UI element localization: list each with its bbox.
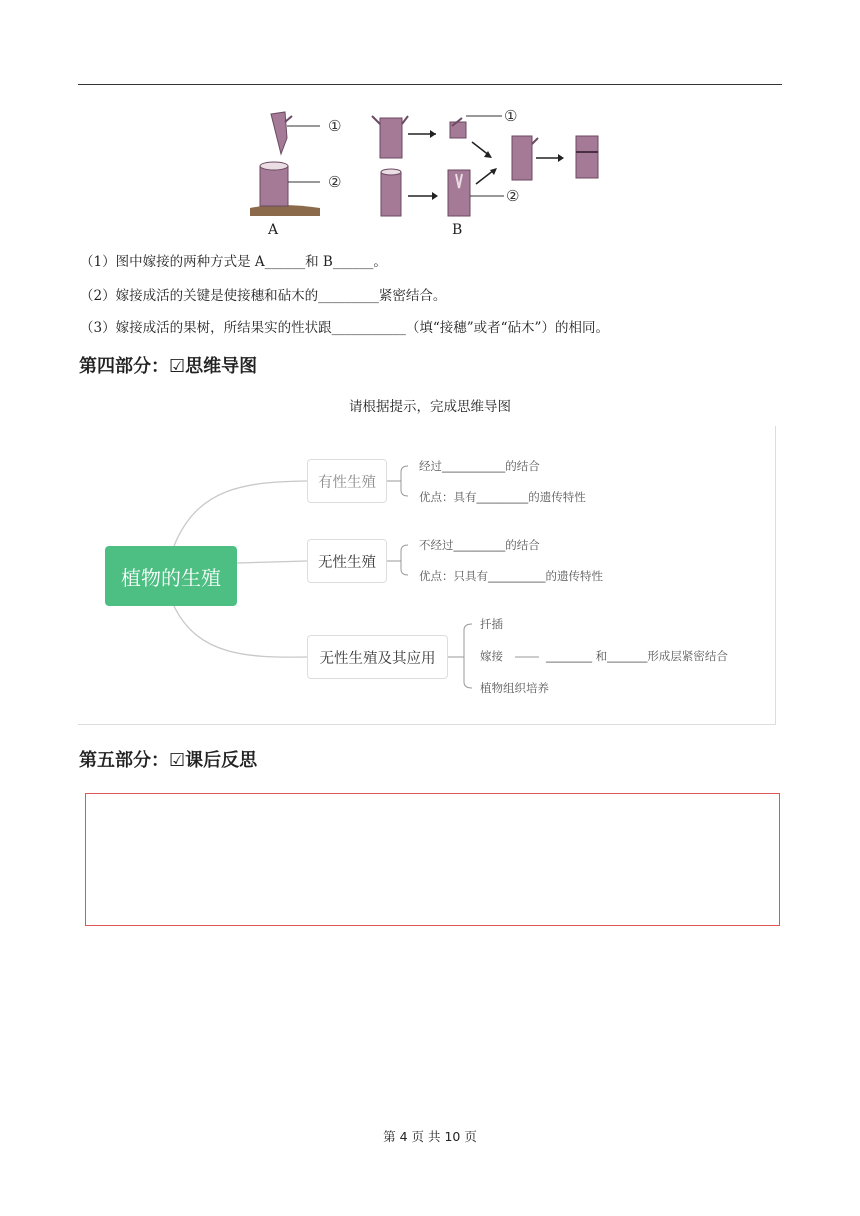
cleft-stock-image <box>372 116 408 158</box>
node-asexual-reproduction: 无性生殖 <box>307 539 387 583</box>
wedge-scion-image <box>450 118 466 138</box>
application-tissue-culture: 植物组织培养 <box>480 681 549 695</box>
marker-2-b: ② <box>506 187 520 205</box>
marker-1-b: ① <box>504 107 518 125</box>
node-sexual-reproduction: 有性生殖 <box>307 459 387 503</box>
section-4-heading: 第四部分：☑思维导图 <box>79 356 258 377</box>
node-asexual-applications: 无性生殖及其应用 <box>307 635 448 679</box>
scion-a-image <box>271 112 292 154</box>
cut-stock-b-image <box>448 170 470 216</box>
asexual-item-1: 不经过_________的结合 <box>419 538 540 552</box>
stock-a-image <box>250 162 320 216</box>
question-1: （1）图中嫁接的两种方式是 A______和 B______。 <box>80 254 387 270</box>
top-rule <box>78 84 782 85</box>
marker-1-a: ① <box>328 117 342 135</box>
bound-graft-image <box>576 136 598 178</box>
application-cutting: 扦插 <box>480 617 503 631</box>
application-grafting: 嫁接 <box>480 649 503 663</box>
stock-b-image <box>381 169 401 216</box>
mindmap-prompt: 请根据提示，完成思维导图 <box>349 399 511 415</box>
question-2: （2）嫁接成活的关键是使接穗和砧木的_________紧密结合。 <box>80 288 447 304</box>
label-a: A <box>268 222 279 238</box>
label-b: B <box>452 222 463 238</box>
grafting-figure <box>240 104 630 238</box>
marker-2-a: ② <box>328 173 342 191</box>
question-3: （3）嫁接成活的果树，所结果实的性状跟___________（填“接穗”或者“砧木”）的相同。 <box>80 320 609 336</box>
section-5-heading: 第五部分：☑课后反思 <box>79 750 258 771</box>
reflection-box[interactable] <box>85 793 780 926</box>
sexual-item-1: 经过___________的结合 <box>419 459 540 473</box>
grafting-detail: ________ 和_______形成层紧密结合 <box>546 649 728 663</box>
asexual-item-2: 优点：只具有__________的遗传特性 <box>419 569 603 583</box>
joined-graft-image <box>512 136 538 180</box>
page-footer: 第 4 页 共 10 页 <box>383 1129 477 1144</box>
mind-map <box>78 426 776 725</box>
mindmap-root: 植物的生殖 <box>105 546 237 606</box>
sexual-item-2: 优点：具有_________的遗传特性 <box>419 490 586 504</box>
